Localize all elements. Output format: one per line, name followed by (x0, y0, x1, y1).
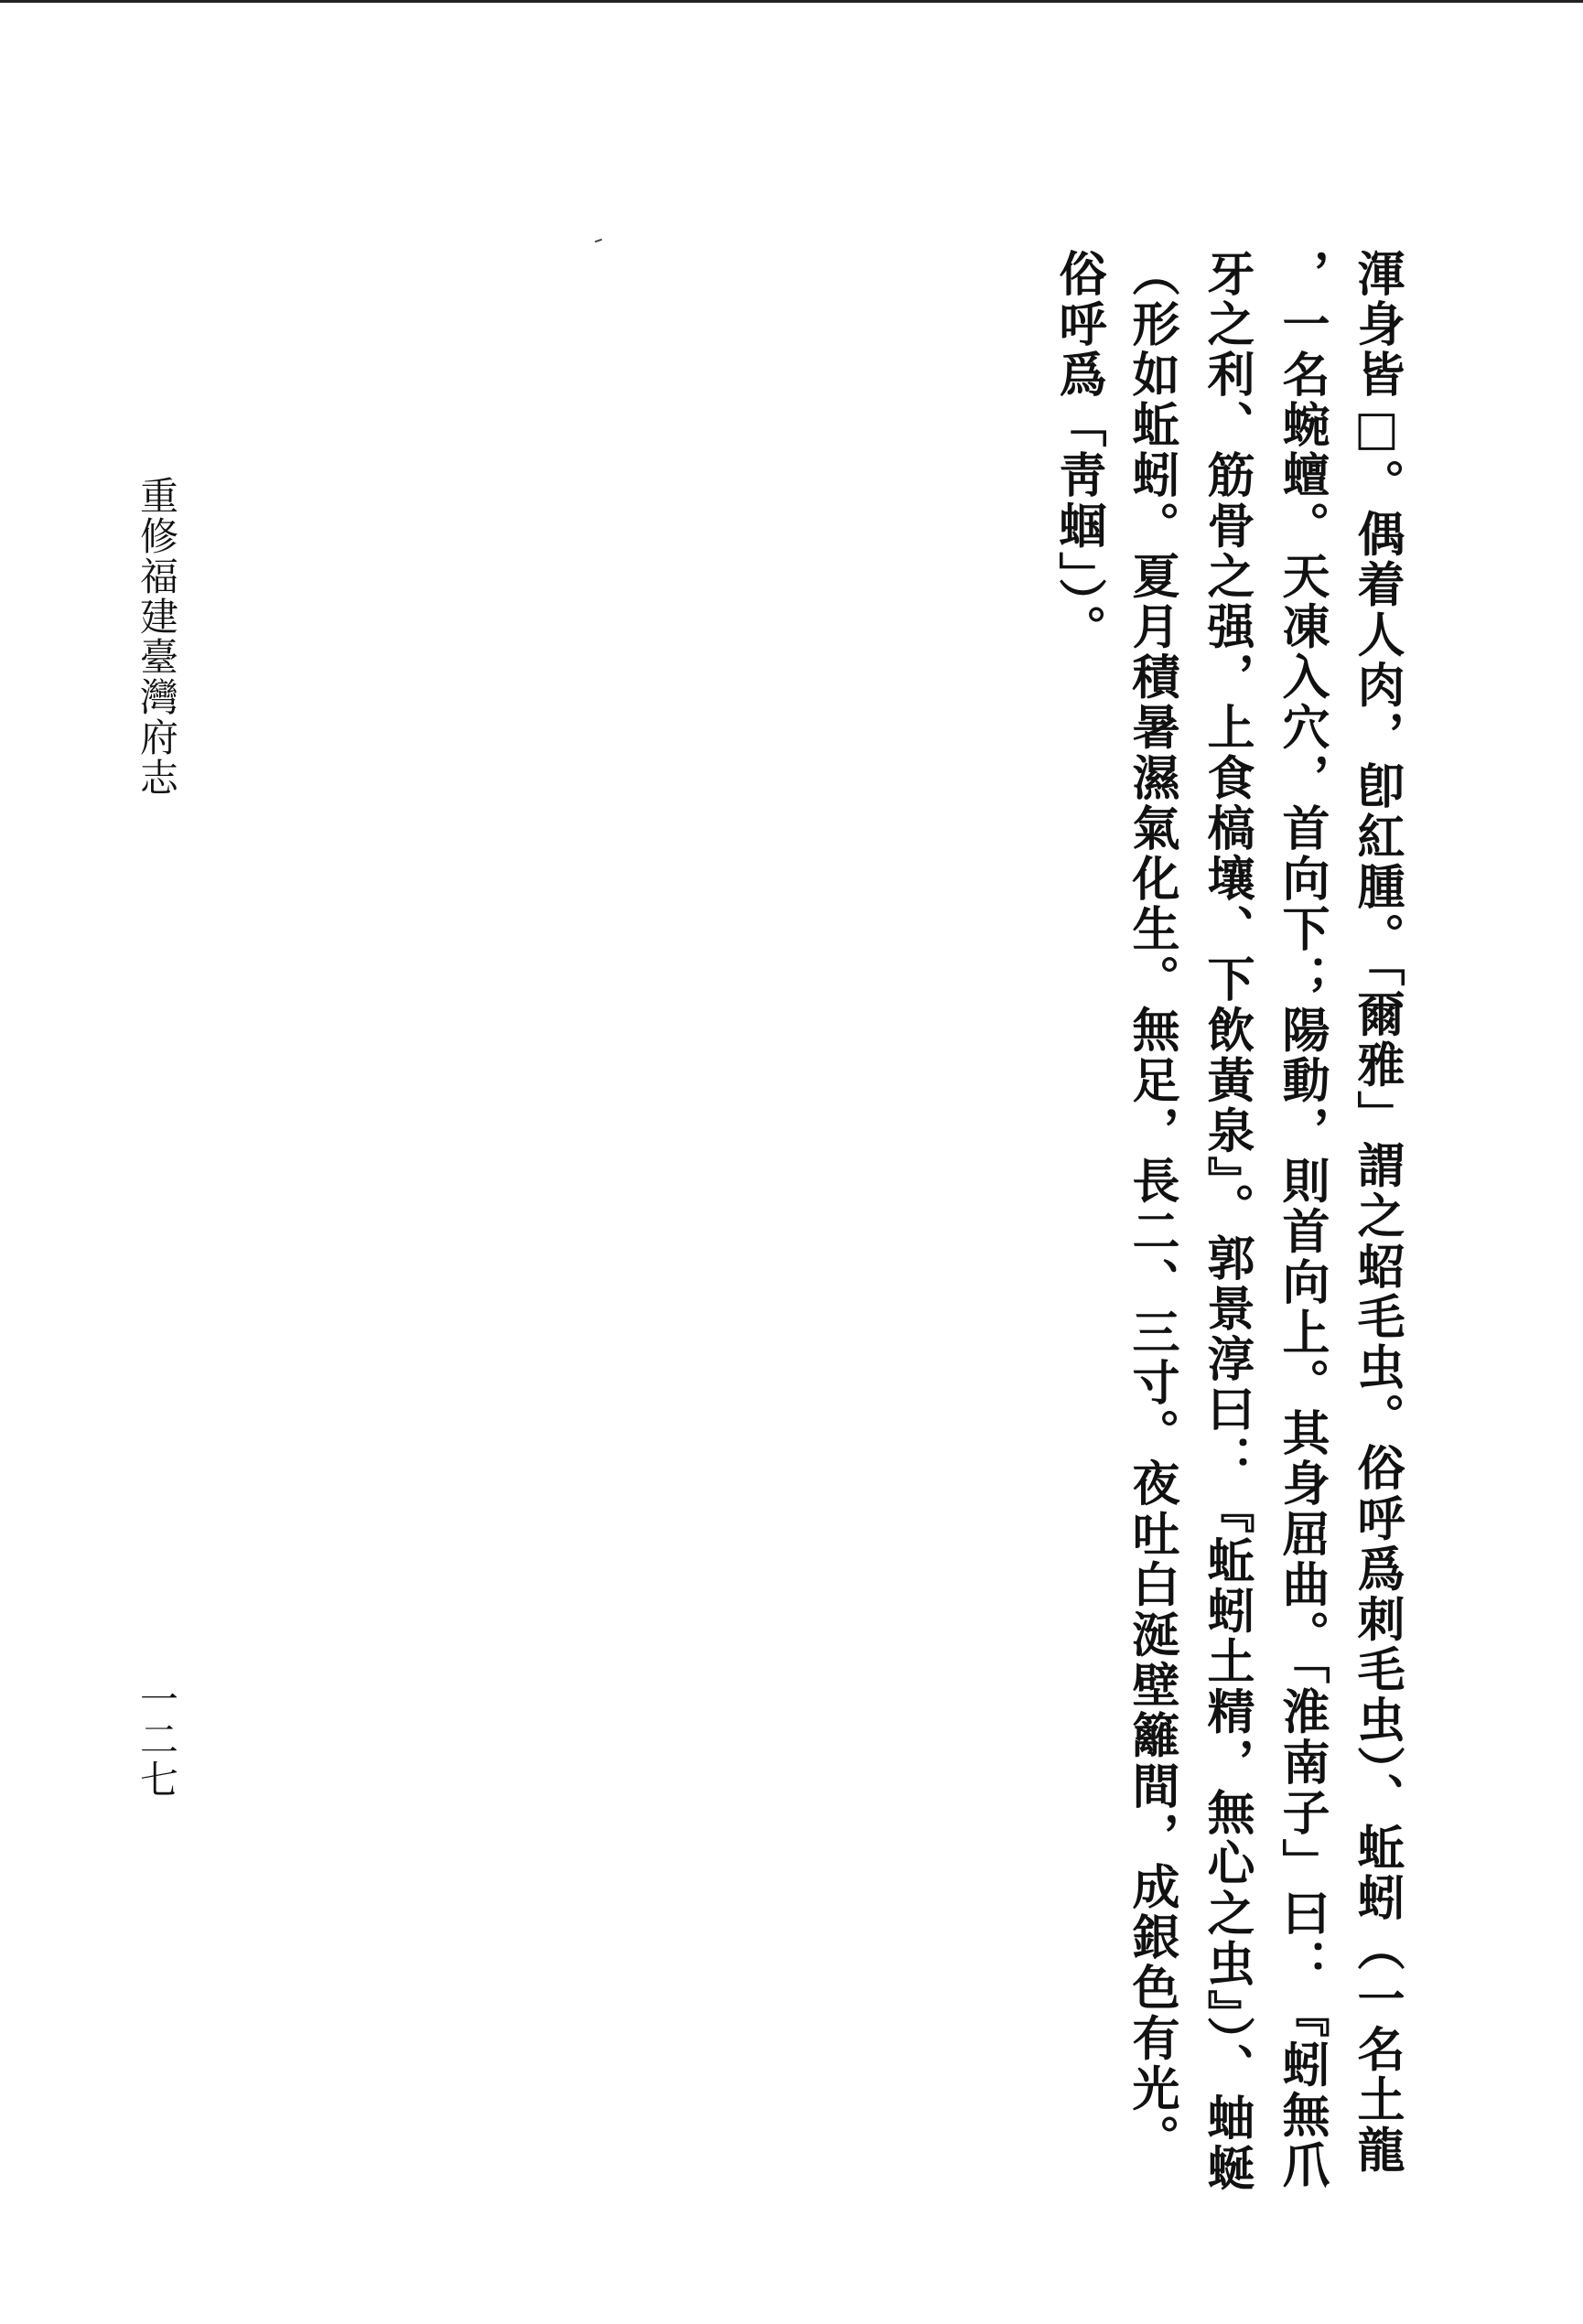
text-column-1: 渾身皆□。偶着人肉，卽紅腫。「爾雅」謂之蛁毛虫。俗呼爲刺毛虫）、蚯蚓（一名土龍 (1349, 249, 1405, 2176)
text-column-4: （形如蚯蚓。夏月積暑濕氣化生。無足，長二、三寸。夜吐白涎壁籬間，成銀色有光。 (1124, 249, 1179, 2165)
page-number: 一二七 (135, 1679, 179, 1800)
book-title: 重修福建臺灣府志 (135, 476, 179, 798)
scan-speck (595, 239, 602, 243)
text-column-5: 俗呼爲「靑蝈」）。 (1050, 249, 1106, 655)
top-border-rule (0, 0, 1583, 3)
text-column-2: ，一名蜿蟺。天凍入穴，首向下；陽動，則首向上。其身屈曲。「淮南子」曰：『蚓無爪 (1274, 249, 1330, 2191)
text-column-3: 牙之利、筋骨之强，上食槁壤、下飲黃泉』。郭景淳曰：『蚯蚓土精，無心之虫』）、蚰蜒 (1199, 249, 1255, 2194)
